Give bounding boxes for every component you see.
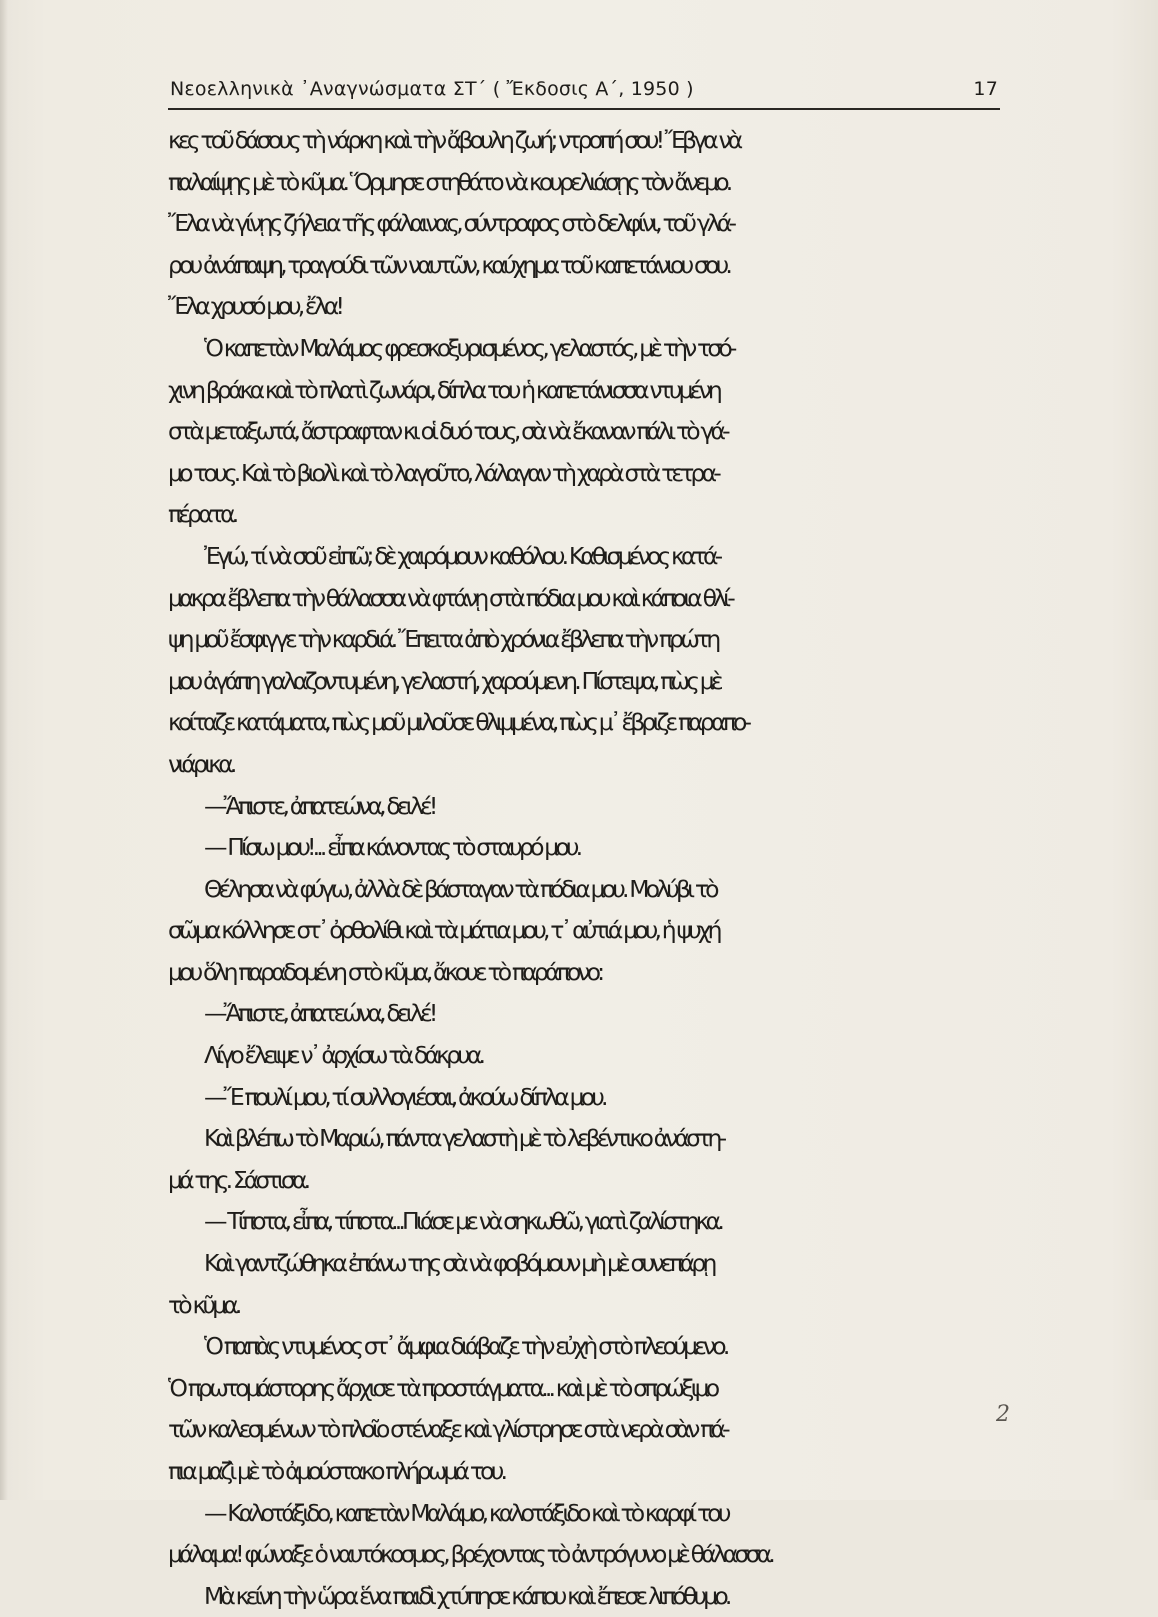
text-line: τὸ κῦμα. (168, 1290, 239, 1319)
body-text (168, 120, 1008, 1617)
text-line: — Πίσω μου!... εἶπα κάνοντας τὸ σταυρό μου. (204, 833, 580, 862)
text-line: κοίταζε κατάματα, πὼς μοῦ μιλοῦσε θλιμμένα, πὼς μ᾿ ἔβριζε παραπο- (168, 708, 749, 737)
text-line: μάλαμα! φώναξε ὁ ναυτόκοσμος, βρέχοντας τὸ ἀντρόγυνο μὲ θάλασσα. (168, 1540, 772, 1569)
text-line: ρου ἀνάπαψη, τραγούδι τῶν ναυτῶν, καύχημα τοῦ καπετάνιου σου. (168, 250, 729, 279)
text-line: Καὶ γαντζώθηκα ἐπάνω της σὰ νὰ φοβόμουν μὴ μὲ συνεπάρῃ (204, 1249, 714, 1278)
text-line: Ὁ καπετὰν Μαλάμος φρεσκοξυρισμένος, γελαστός, μὲ τὴν τσό- (204, 333, 734, 362)
text-line: παλαίψῃς μὲ τὸ κῦμα. Ὅρμησε στηθάτο νὰ κουρελιάσῃς τὸν ἄνεμο. (168, 167, 730, 196)
text-line: Θέλησα νὰ φύγω, ἀλλὰ δὲ βάσταγαν τὰ πόδια μου. Μολύβι τὸ (204, 874, 716, 903)
signature-mark: 2 (996, 1402, 1010, 1427)
text-line: πέρατα. (168, 500, 236, 529)
text-line: σῶμα κόλλησε στ᾿ ὀρθολίθι καὶ τὰ μάτια μου, τ᾿ αὐτιά μου, ἡ ψυχή (168, 916, 719, 945)
page-edge-shadow (0, 0, 8, 1500)
text-line: — Καλοτάξιδο, καπετὰν Μαλάμο, καλοτάξιδο καὶ τὸ καρφί του (204, 1498, 728, 1527)
text-line: — Τίποτα, εἶπα, τίποτα...Πιάσε με νὰ σηκωθῶ, γιατὶ ζαλίστηκα. (204, 1207, 721, 1236)
running-header (168, 72, 1000, 110)
text-line: Μὰ κείνη τὴν ὥρα ἕνα παιδὶ χτύπησε κάπου καὶ ἔπεσε λιπόθυμο. (204, 1581, 729, 1610)
text-line: χινη βράκα καὶ τὸ πλατὶ ζωνάρι, δίπλα του ἡ καπετάνισσα ντυμένη (168, 375, 719, 404)
text-line: τῶν καλεσμένων τὸ πλοῖο στέναξε καὶ γλίστρησε στὰ νερὰ σὰν πά- (168, 1415, 727, 1444)
text-line: στὰ μεταξωτά, ἄστραφταν κι οἱ δυό τους, σὰ νὰ ἔκαναν πάλι τὸ γά- (168, 417, 727, 446)
text-line: μου ὅλη παραδομένη στὸ κῦμα, ἄκουε τὸ παράπονο: (168, 957, 602, 986)
text-line: —Ἔ πουλί μου, τί συλλογιέσαι, ἀκούω δίπλα μου. (204, 1082, 605, 1111)
text-line: Καὶ βλέπω τὸ Μαριώ, πάντα γελαστὴ μὲ τὸ λεβέντικο ἀνάστη- (204, 1124, 724, 1153)
text-line: Ἐγώ, τί νὰ σοῦ εἰπῶ; δὲ χαιρόμουν καθόλου. Καθισμένος κατά- (204, 541, 720, 570)
text-line: ψη μοῦ ἔσφιγγε τὴν καρδιά. Ἔπειτα ἀπὸ χρόνια ἔβλεπα τὴν πρώτη (168, 625, 718, 654)
text-line: μο τους. Καὶ τὸ βιολὶ καὶ τὸ λαγοῦτο, λάλαγαν τὴ χαρὰ στὰ τετρα- (168, 458, 718, 487)
running-title: Νεοελληνικὰ ᾿Αναγνώσματα ΣΤ΄ ( Ἔκδοσις Α΄, 1950 ) (170, 78, 694, 100)
text-line: πια μαζὶ μὲ τὸ ἀμούστακο πλήρωμά του. (168, 1457, 505, 1485)
text-line: μά της. Σάστισα. (168, 1165, 308, 1194)
text-line: Ἔλα νὰ γίνῃς ζήλεια τῆς φάλαινας, σύντροφος στὸ δελφίνι, τοῦ γλά- (168, 209, 734, 238)
text-line: Ὁ πρωτομάστορης ἄρχισε τὰ προστάγματα... καὶ μὲ τὸ σπρώξιμο (168, 1373, 717, 1402)
text-line: Λίγο ἔλειψε ν᾿ ἀρχίσω τὰ δάκρυα. (204, 1041, 483, 1070)
text-line: μακρα ἔβλεπα τὴν θάλασσα νὰ φτάνῃ στὰ πόδια μου καὶ κάποια θλί- (168, 583, 732, 612)
text-line: Ἔλα χρυσό μου, ἔλα! (168, 292, 342, 321)
text-line: Ὁ παπὰς ντυμένος στ᾿ ἄμφια διάβαζε τὴν εὐχὴ στὸ πλεούμενο. (204, 1332, 727, 1361)
text-line: μου ἀγάπη γαλαζοντυμένη, γελαστή, χαρούμενη. Πίστεψα, πὼς μὲ (168, 666, 720, 695)
text-line: νιάρικα. (168, 749, 234, 778)
text-line: κες τοῦ δάσους τὴ νάρκη καὶ τὴν ἄβουλη ζωή; ντροπή σου! Ἔβγα νὰ (168, 126, 740, 154)
text-line: —Ἄπιστε, ἀπατεώνα, δειλέ! (204, 999, 435, 1028)
text-line: —Ἄπιστε, ἀπατεώνα, δειλέ! (204, 791, 435, 820)
page-number: 17 (973, 78, 998, 100)
